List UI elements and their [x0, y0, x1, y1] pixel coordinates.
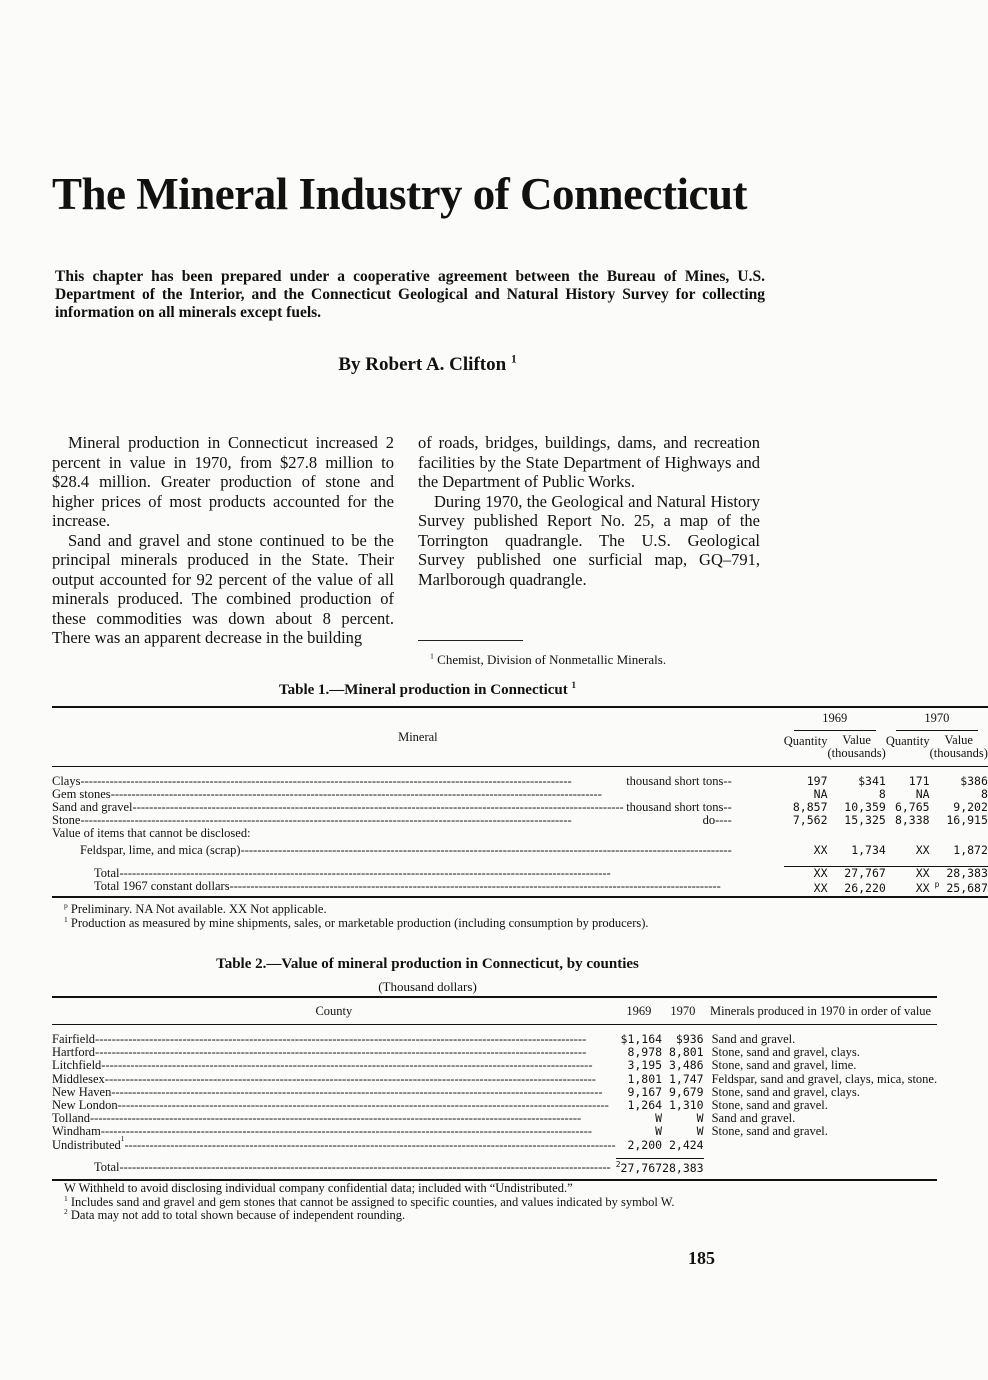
table1-undisclosed-label: Value of items that cannot be disclosed:: [52, 826, 251, 840]
table1-header-mineral: Mineral: [398, 729, 438, 744]
table-row: Undistributed 1 ----- 2,200 2,424: [52, 1139, 937, 1152]
table-row: Stone ----- do ---- 7,562 15,325 8,338 16,915: [52, 814, 988, 827]
table-row: Total ----- $^2$27,767 28,383: [52, 1158, 937, 1179]
byline: [0, 354, 855, 376]
table2-notes: W Withheld to avoid disclosing individual company confidential data; included with “Undistributed.” $^1$ Includes sand and gravel and gem stones that cannot be assigned to specific counties, and values indicated by symbol W. $^2$ Data may not add to total shown because of independent rounding.: [64, 1181, 675, 1222]
table2-header-minerals: Minerals produced in 1970 in order of value: [709, 1003, 932, 1018]
author-footnote-mark: 1: [510, 353, 517, 366]
table-row: Tolland ----- W W Sand and gravel.: [52, 1112, 937, 1125]
table-row: Total ----- XX 27,767 XX 28,383: [52, 867, 988, 881]
footnote-rule: [418, 640, 523, 641]
body-paragraph-continued: of roads, bridges, buildings, dams, and recreation facilities by the State Department of Highways and the Department of Public Works.: [418, 433, 760, 491]
table-row: Total 1967 constant dollars ----- XX 26,220 XX $^p$ 25,687: [52, 880, 988, 897]
body-column-right: [418, 433, 760, 589]
table1-caption: Table 1.—Mineral production in Connecticut $^1$: [278, 680, 577, 698]
table-row: Feldspar, lime, and mica (scrap) ----- XX 1,734 XX 1,872: [52, 840, 988, 860]
table-row: New London ----- 1,264 1,310 Stone, sand and gravel.: [52, 1099, 937, 1112]
table-row: Windham ----- W W Stone, sand and gravel.: [52, 1125, 937, 1138]
table-row: Gem stones ----- NA 8 NA 8: [52, 788, 988, 801]
table-row: Litchfield ----- 3,195 3,486 Stone, sand and gravel, lime.: [52, 1059, 937, 1072]
table2-header-1970: 1970: [670, 1003, 696, 1018]
table1-header-1969: 1969: [794, 711, 876, 731]
table1-header-quantity: Quantity: [783, 734, 828, 748]
table2-header-1969: 1969: [626, 1003, 652, 1018]
page-number: 185: [688, 1248, 715, 1268]
intro-statement: This chapter has been prepared under a cooperative agreement between the Bureau of Mines, U.S. Department of the Interior, and the Connecticut Geological and Natural History Survey for collecting information on all minerals except fuels.: [55, 268, 765, 321]
body-paragraph: Mineral production in Connecticut increased 2 percent in value in 1970, from $27.8 million to $28.4 million. Greater production of stone and higher prices of most products accounted for the increase.: [52, 433, 394, 530]
body-paragraph: Sand and gravel and stone continued to be the principal minerals produced in the State. Their output accounted for 92 percent of the value of all minerals produced. The combined production of these commodities was down about 8 percent. There was an apparent decrease in the building: [52, 530, 394, 647]
table1-header-value: Value (thousands): [929, 733, 988, 760]
table1-notes: $^p$ Preliminary. NA Not available. XX Not applicable. $^1$ Production as measured by mine shipments, sales, or marketable production (including consumption by producers).: [64, 900, 649, 930]
table1: [52, 706, 988, 898]
table1-header-quantity: Quantity: [885, 734, 930, 748]
table-row: Clays ----- thousand short tons -- 197 $341 171 $386: [52, 775, 988, 788]
table2: [52, 996, 937, 1181]
table1-header-1970: 1970: [896, 711, 978, 731]
table1-header-value: Value (thousands): [827, 733, 886, 760]
table-row: Fairfield ----- $1,164 $936 Sand and gravel.: [52, 1033, 937, 1046]
footnote-1: $^1$ Chemist, Division of Nonmetallic Minerals.: [430, 651, 667, 667]
body-column-left: [52, 433, 394, 648]
table-row: Middlesex ----- 1,801 1,747 Feldspar, sand and gravel, clays, mica, stone.: [52, 1073, 937, 1086]
table-row: New Haven ----- 9,167 9,679 Stone, sand and gravel, clays.: [52, 1086, 937, 1099]
table2-subcaption: (Thousand dollars): [378, 979, 477, 994]
body-paragraph: During 1970, the Geological and Natural History Survey published Report No. 25, a map of the Torrington quadrangle. The U.S. Geological Survey published one surficial map, GQ–791, Marlborough quadrangle.: [418, 491, 760, 589]
table2-caption: Table 2.—Value of mineral production in Connecticut, by counties: [216, 956, 639, 972]
table-row: Hartford ----- 8,978 8,801 Stone, sand and gravel, clays.: [52, 1046, 937, 1059]
table-row: Sand and gravel ----- thousand short tons -- 8,857 10,359 6,765 9,202: [52, 801, 988, 814]
table2-header-county: County: [315, 1003, 353, 1018]
author: By Robert A. Clifton: [338, 354, 507, 375]
page-title: The Mineral Industry of Connecticut: [52, 169, 747, 219]
